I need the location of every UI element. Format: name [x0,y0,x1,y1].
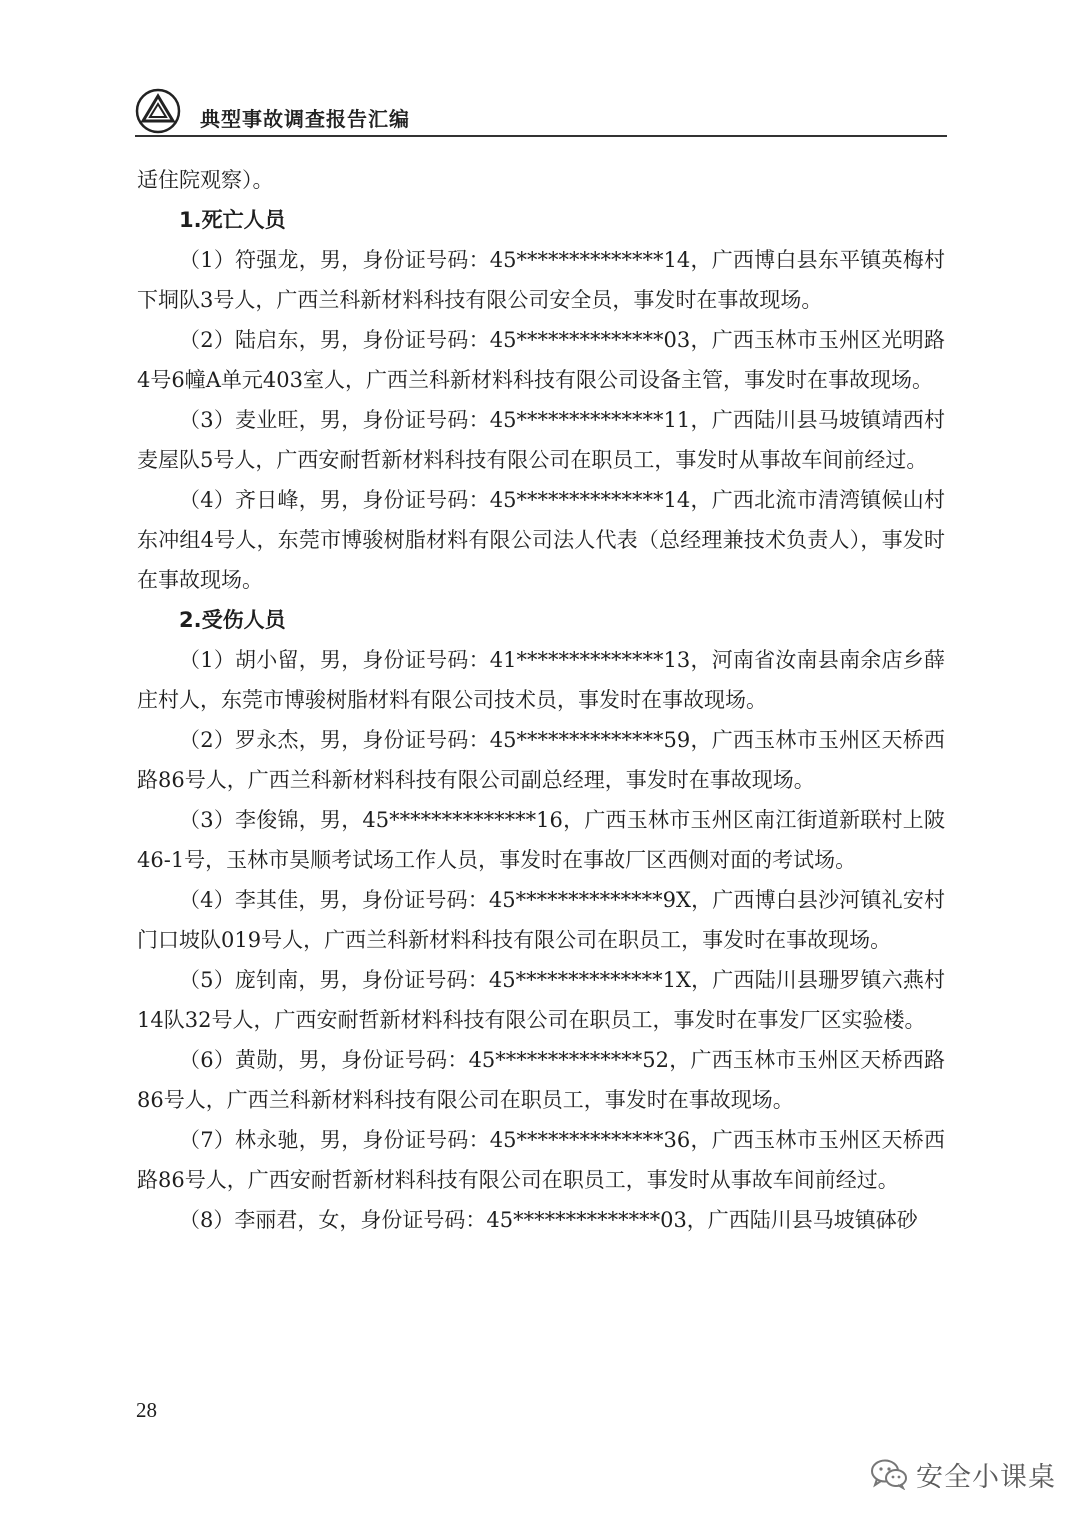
wechat-icon [870,1458,908,1490]
body-paragraph: （3）麦业旺，男，身份证号码：45**************11，广西陆川县马坡镇靖西村麦屋队5号人，广西安耐哲新材料科技有限公司在职员工，事发时从事故车间前经过。 [137,408,945,472]
body-paragraph: （1）胡小留，男，身份证号码：41**************13，河南省汝南县南余店乡薛庄村人，东莞市博骏树脂材料有限公司技术员，事发时在事故现场。 [137,648,945,712]
watermark-text: 安全小课桌 [916,1461,1056,1493]
running-header-title: 典型事故调查报告汇编 [200,107,410,131]
body-paragraph: （7）林永驰，男，身份证号码：45**************36，广西玉林市玉州区天桥西路86号人，广西安耐哲新材料科技有限公司在职员工，事发时从事故车间前经过。 [137,1128,945,1192]
body-paragraph: （4）齐日峰，男，身份证号码：45**************14，广西北流市清湾镇候山村东冲组4号人，东莞市博骏树脂材料有限公司法人代表（总经理兼技术负责人），事发时在事故现场。 [137,488,945,592]
body-paragraph: （2）陆启东，男，身份证号码：45**************03，广西玉林市玉州区光明路4号6幢A单元403室人，广西兰科新材料科技有限公司设备主管，事发时在事故现场。 [137,328,945,392]
body-paragraph: （3）李俊锦，男，45**************16，广西玉林市玉州区南江街道新联村上陂46-1号，玉林市昊顺考试场工作人员，事发时在事故厂区西侧对面的考试场。 [137,808,945,872]
body-paragraph: （6）黄勋，男，身份证号码：45**************52，广西玉林市玉州区天桥西路86号人，广西兰科新材料科技有限公司在职员工，事发时在事故现场。 [137,1048,945,1112]
section-heading: 2.受伤人员 [179,608,286,632]
page-number: 28 [136,1398,157,1422]
body-paragraph: （8）李丽君，女，身份证号码：45**************03，广西陆川县马坡镇砵砂 [179,1208,918,1232]
body-paragraph: （2）罗永杰，男，身份证号码：45**************59，广西玉林市玉州区天桥西路86号人，广西兰科新材料科技有限公司副总经理，事发时在事故现场。 [137,728,945,792]
body-paragraph: 适住院观察）。 [137,168,274,192]
triangle-emblem-icon [135,88,181,134]
body-paragraph: （5）庞钊南，男，身份证号码：45**************1X，广西陆川县珊罗镇六燕村14队32号人，广西安耐哲新材料科技有限公司在职员工，事发时在事发厂区实验楼。 [137,968,945,1032]
body-paragraph: （4）李其佳，男，身份证号码：45**************9X，广西博白县沙河镇礼安村门口坡队019号人，广西兰科新材料科技有限公司在职员工，事发时在事故现场。 [137,888,945,952]
header-rule [135,135,947,137]
section-heading: 1.死亡人员 [179,208,286,232]
page-header [135,88,947,134]
document-body [137,160,945,1240]
wechat-watermark [870,1454,1056,1494]
body-paragraph: （1）符强龙，男，身份证号码：45**************14，广西博白县东平镇英梅村下垌队3号人，广西兰科新材料科技有限公司安全员，事发时在事故现场。 [137,248,945,312]
